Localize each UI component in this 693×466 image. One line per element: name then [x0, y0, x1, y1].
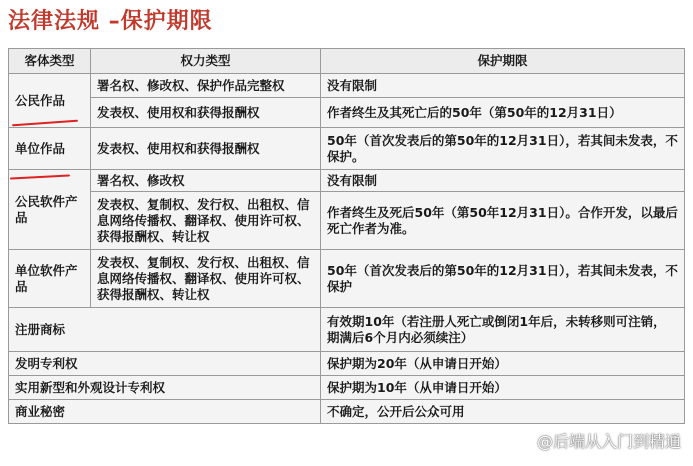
- object-type-cell: 发明专利权: [9, 352, 321, 376]
- protection-period-table: [8, 48, 685, 424]
- object-type-cell: 单位作品: [9, 128, 91, 170]
- watermark-logo-icon: [515, 435, 533, 449]
- table-header-row: [9, 49, 685, 74]
- object-type-cell: 公民软件产品: [9, 170, 91, 250]
- period-cell: 没有限制: [321, 170, 685, 192]
- table-row: [9, 74, 685, 98]
- column-header-protection-period: 保护期限: [321, 49, 685, 74]
- period-cell: 50年（首次发表后的第50年的12月31日），若其间未发表，不保护: [321, 250, 685, 308]
- object-type-cell: 实用新型和外观设计专利权: [9, 376, 321, 400]
- table-row: [9, 170, 685, 192]
- table-row: [9, 128, 685, 170]
- table-row: [9, 250, 685, 308]
- period-cell: 保护期为20年（从申请日开始）: [321, 352, 685, 376]
- table-row: [9, 352, 685, 376]
- watermark-text: @后端从入门到精通: [536, 432, 681, 451]
- rights-cell: 发表权、使用权和获得报酬权: [91, 128, 321, 170]
- table-row: [9, 308, 685, 352]
- rights-cell: 发表权、复制权、发行权、出租权、信息网络传播权、翻译权、使用许可权、获得报酬权、转让权: [91, 250, 321, 308]
- table-row: [9, 400, 685, 424]
- period-cell: 保护期为10年（从申请日开始）: [321, 376, 685, 400]
- table-row: [9, 98, 685, 128]
- column-header-right-type: 权力类型: [91, 49, 321, 74]
- page-title: 法律法规 –保护期限: [8, 9, 213, 34]
- period-cell: 没有限制: [321, 74, 685, 98]
- rights-cell: 发表权、使用权和获得报酬权: [91, 98, 321, 128]
- period-cell: 有效期10年（若注册人死亡或倒闭1年后，未转移则可注销，期满后6个月内必须续注）: [321, 308, 685, 352]
- period-cell: 作者终生及死后50年（第50年12月31日）。合作开发，以最后死亡作者为准。: [321, 192, 685, 250]
- rights-cell: 署名权、修改权: [91, 170, 321, 192]
- object-type-cell: 商业秘密: [9, 400, 321, 424]
- table-row: [9, 192, 685, 250]
- rights-cell: 发表权、复制权、发行权、出租权、信息网络传播权、翻译权、使用许可权、获得报酬权、转让权: [91, 192, 321, 250]
- column-header-object-type: 客体类型: [9, 49, 91, 74]
- period-cell: 作者终生及其死亡后的50年（第50年的12月31日）: [321, 98, 685, 128]
- period-cell: 50年（首次发表后的第50年的12月31日），若其间未发表，不保护。: [321, 128, 685, 170]
- period-cell: 不确定，公开后公众可用: [321, 400, 685, 424]
- object-type-cell: 单位软件产品: [9, 250, 91, 308]
- rights-cell: 署名权、修改权、保护作品完整权: [91, 74, 321, 98]
- table-row: [9, 376, 685, 400]
- object-type-cell: 注册商标: [9, 308, 321, 352]
- watermark: [515, 429, 681, 452]
- object-type-cell: 公民作品: [9, 74, 91, 128]
